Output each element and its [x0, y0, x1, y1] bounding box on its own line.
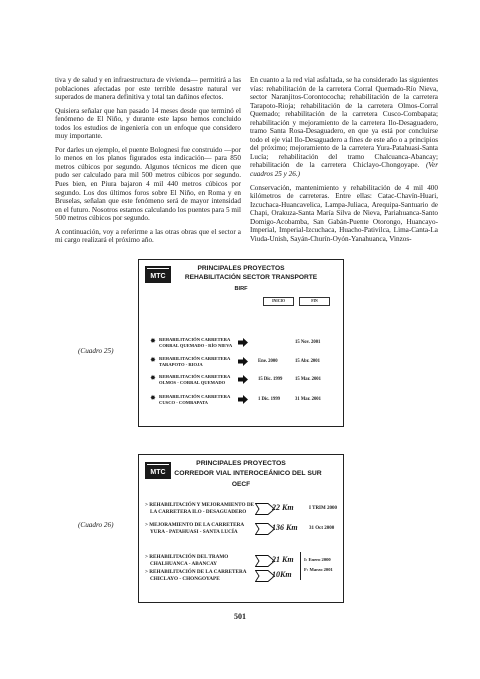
length-km: 136 Km: [272, 523, 298, 532]
project-name: REHABILITACIÓN CARRETERA: [159, 356, 231, 361]
project-row: [159, 356, 230, 368]
cuadro-26-caption: (Cuadro 26): [78, 521, 114, 529]
length-km: 10Km: [272, 570, 292, 579]
project-row: [145, 502, 254, 516]
arrow-right-icon: [238, 395, 248, 404]
project-name: REHABILITACIÓN CARRETERA: [159, 374, 231, 379]
left-text-column: [55, 76, 241, 250]
paragraph: A continuación, voy a referirme a las otras obras que el sector a mi cargo realizará el próximo año.: [55, 227, 241, 245]
project-name: REHABILITACIÓN CARRETERA: [159, 337, 231, 342]
bullet-icon: ✸: [150, 356, 156, 364]
length-km: 21 Km: [272, 555, 294, 564]
project-name: > REHABILITACIÓN Y MEJORAMIENTO DE: [145, 502, 255, 508]
project-name: > MEJORAMIENTO DE LA CARRETERA: [145, 522, 245, 528]
completion-date: I TRIM 2000: [309, 506, 337, 511]
project-name: REHABILITACIÓN CARRETERA: [159, 394, 231, 399]
cuadro-25-subtitle: REHABILITACIÓN SECTOR TRANSPORTE: [184, 274, 318, 281]
project-route: OLMOS - CORRAL QUEMADO: [159, 380, 226, 385]
mtc-logo: MTC: [145, 266, 171, 283]
project-row: [145, 569, 246, 583]
header-fin: FIN: [299, 297, 330, 306]
end-date: 15 Abr. 2001: [295, 359, 320, 364]
end-date: 15 Nov. 2001: [295, 340, 321, 345]
arrow-right-icon: [238, 357, 248, 366]
paragraph: Por darles un ejemplo, el puente Bolognesi fue construido —por lo menos en los planos figurados esta indicación— para 850 metros cúbicos por segundo. Algunos técnicos me dicen que pudo ser calculado para mil 500 metros cúbicos por segundo. Pues bien, en Piura bajaron 4 mil 440 metros cúbicos por segundo. Los dos últimos foros sobre El Niño, en Roma y en Bruselas, señalan que este fenómeno será de mayor intensidad en el futuro. Nosotros estamos calculando los puentes para 5 mil 500 metros cúbicos por segundo.: [55, 145, 241, 223]
completion-date: 31 Oct 2000: [309, 526, 335, 531]
project-row: [159, 337, 232, 349]
cuadro-26-title: PRINCIPALES PROYECTOS: [196, 460, 286, 467]
cuadro-26-subtitle: CORREDOR VIAL INTEROCEÁNICO DEL SUR: [174, 470, 322, 477]
project-route: CUSCO - COMBAPATA: [159, 400, 208, 405]
end-date: 31 Mar. 2001: [295, 397, 321, 402]
project-row: [145, 522, 244, 536]
project-row: [145, 554, 228, 568]
arrow-right-icon: [238, 338, 248, 347]
paragraph-text: En cuanto a la red vial asfaltada, se ha considerado las siguientes vías: rehabilitación de la carretera Corral Quemado-Río Nieva, sector Naranjitos-Corontococha; rehabilitación de la carretera Tarapoto-Rioja; rehabilitación de la carretera Olmos-Corral Quemado; rehabilitación de la carretera Cusco-Combapata; rehabilitación y mejoramiento de la carretera Ilo-Desaguadero, tramo Santa Rosa-Desaguadero, en que ya está por concluirse todo el eje vial Ilo-Desaguadero a fines de este año o a principios del próximo; mejoramiento de la carretera Yura-Patahuasi-Santa Lucía; rehabilitación del tramo Chalcuanca-Abancay; rehabilitación de la carretera Chiclayo-Chongoyape.: [250, 76, 438, 170]
project-route: YURA - PATAHUASI - SANTA LUCÍA: [150, 528, 238, 535]
right-text-column: [250, 76, 438, 248]
end-date: 15 Mar. 2001: [295, 377, 321, 382]
cuadro-25-caption: (Cuadro 25): [78, 347, 114, 355]
project-row: [159, 394, 230, 406]
cuadro-25-title: PRINCIPALES PROYECTOS: [197, 265, 285, 272]
project-route: LA CARRETERA ILO - DESAGUADERO: [150, 508, 247, 515]
arrow-right-icon: [238, 375, 248, 384]
shared-start-date: I: Enero 2000: [304, 557, 331, 562]
bullet-icon: ✸: [150, 394, 156, 402]
table-reference: (Ver cuadros 25 y 26.): [250, 161, 438, 179]
project-route: CHICLAYO - CHONGOYAPE: [150, 575, 220, 582]
cuadro-25-lender: BIRF: [234, 286, 248, 292]
bracket-line: [300, 552, 301, 580]
page-number: 501: [234, 612, 246, 621]
paragraph: tiva y de salud y en infraestructura de vivienda— permitirá a las poblaciones afectadas por este terrible desastre natural ver superados de manera definitiva y total tan dañinos efectos.: [55, 76, 241, 102]
bullet-icon: ✸: [150, 374, 156, 382]
cuadro-26-lender: OECF: [231, 481, 251, 488]
project-route: TARAPOTO - RIOJA: [159, 362, 203, 367]
mtc-logo: MTC: [145, 462, 171, 479]
length-km: 22 Km: [272, 503, 294, 512]
bullet-icon: ✸: [150, 337, 156, 345]
paragraph: [250, 76, 438, 179]
paragraph: Conservación, mantenimiento y rehabilitación de 4 mil 400 kilómetros de carreteras. Entre ellas: Catac-Chavín-Huari, Izcuchaca-Huancavelica, Lampa-Juliaca, Arequipa-Santuario de Chapi, Orakuza-Santa María Silva de Nieva, Pariahuanca-Santo Domigo-Acobamba, San Gabán-Puente Otorongo, Huancayo-Imperial, Imperial-Izcuchaca, Huacho-Pativilca, Lima-Canta-La Viuda-Unish, Sayán-Churín-Oyón-Yanahuanca, Vinzos-: [250, 183, 438, 243]
project-name: > REHABILITACIÓN DE LA CARRETERA: [145, 569, 247, 575]
start-date: 15 Dic. 1999: [258, 377, 283, 382]
project-name: > REHABILITACIÓN DEL TRAMO: [145, 554, 229, 560]
project-row: [159, 374, 230, 386]
shared-end-date: F: Marzo 2001: [304, 567, 333, 572]
start-date: Ene. 2000: [258, 359, 278, 364]
header-inicio: INICIO: [263, 297, 294, 306]
project-route: CORRAL QUEMADO - RÍO NIEVA: [159, 343, 233, 348]
start-date: 1 Dic. 1999: [258, 397, 281, 402]
paragraph: Quisiera señalar que han pasado 14 meses desde que terminó el fenómeno de El Niño, y durante este lapso hemos concluido todos los estudios de ingeniería con un enfoque que considero muy importante.: [55, 106, 241, 141]
project-route: CHALHUANCA - ABANCAY: [150, 560, 217, 567]
